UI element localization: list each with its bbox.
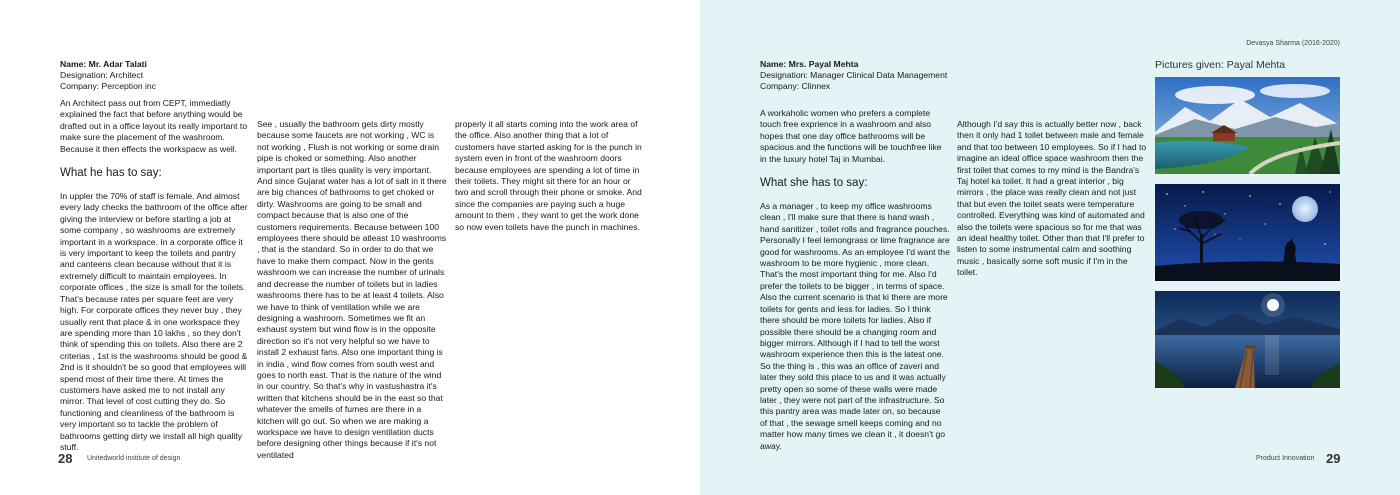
left-intro: An Architect pass out from CEPT, immediatly explained the fact that before anything would be drafted out in a office layout its really important to make sure the placement of the washroom. Because it then effects the workspacw as well. bbox=[60, 98, 248, 154]
left-footer: Unitedworld institute of design bbox=[87, 455, 181, 462]
right-col2-text: Although I'd say this is actually better now , back then it only had 1 toilet between male and female and that too between 10 employees. So if I had to imagine an ideal office space washroom then the first toilet that comes to my mind is the Bandra's Taj hotel ka toilet. It had a great interior , big mirrors , the place was really clean and not just that but even the toilet seats were temperature controlled. Everything was kind of automated and also the toilets were spacious so for me that was an ideal healthy toilet. Other than that I'll prefer to listen to some instrumental calm and soothing music , basically some soft music if I'm in the toilet. bbox=[957, 119, 1147, 278]
right-author: Devasya Sharma (2016-2020) bbox=[1246, 40, 1340, 47]
right-profile-designation: Designation: Manager Clinical Data Management bbox=[760, 70, 948, 80]
left-profile-designation: Designation: Architect bbox=[60, 70, 144, 80]
left-column-3 bbox=[455, 119, 645, 233]
moonlit-lake-pier-photo bbox=[1155, 291, 1340, 388]
left-col3-text: properly it all starts coming into the work area of the office. Also another thing that a lot of customers have started asking for is the punch in system even in front of the washroom doors because employees are spending a lot of time in their toilets. They might sit there for an hour or two and scroll through their phone or smoke. And since the companies are paying such a huge amount to them , they want to get the work done so now even toilets have the punch in machines. bbox=[455, 119, 642, 232]
night-sky-tree-wolf-photo bbox=[1155, 184, 1340, 281]
right-intro: A workaholic women who prefers a complete touch free exprience in a washroom and also hopes that one day office bathrooms will be spacious and the functions will be touchfree like in the luxury hotel Taj in Mumbai. bbox=[760, 108, 942, 164]
pictures-title: Pictures given: Payal Mehta bbox=[1155, 59, 1286, 71]
right-col1-text: As a manager , to keep my office washrooms clean , I'll make sure that there is hand wash , hand sanitizer , toilet rolls and fragrance pouches. Personally I feel lemongrass or lime fragrance are good for washrooms. As an employee I'd want the washroom to be more hygienic , more clean. That's the most important thing for me. Also I'd prefer the toilets to be bigger , in terms of space. Also the current scenario is that ki there are more toilets for gents and less for ladies. So I think there should be more toilets for ladies. Also if possible there should be a changing room and bigger mirrors. Although if I had to tell the worst washroom experience then this is the latest one. So the thing is , this was an office of zaveri and later they sold this place to us and it was actually pretty open so some of these walls were made later , they were not part of the infrastructure. So this pantry area was made later on, so because of that , the sewage smell keeps coming and no matter how many times we clean it , it doesn't go away. bbox=[760, 201, 950, 451]
left-page-number: 28 bbox=[58, 451, 73, 466]
left-column-1 bbox=[60, 98, 250, 453]
left-profile bbox=[60, 59, 240, 92]
right-profile-name: Name: Mrs. Payal Mehta bbox=[760, 59, 859, 69]
right-column-1 bbox=[760, 108, 950, 452]
right-profile bbox=[760, 59, 950, 92]
mountain-lake-chalet-photo bbox=[1155, 77, 1340, 174]
right-column-2 bbox=[957, 119, 1147, 279]
left-column-2 bbox=[257, 119, 447, 461]
right-page-number: 29 bbox=[1326, 451, 1341, 466]
right-heading: What she has to say: bbox=[760, 177, 868, 190]
right-footer: Product Innovation bbox=[1256, 455, 1315, 462]
left-col2-text: See , usually the bathroom gets dirty mostly because some faucets are not working , WC is not working , Flush is not working or some drain pipe is choked or something. Also another important part is tiles quality is very important. And since Gujarat water has a lot of salt in it there are big chances of bathrooms to get choked or dirty. Washrooms are going to be small and compact because that is also one of the customers requirements. Because between 100 employees there should be atleast 10 washrooms , that is the standard. So in order to do that we have to make them compact. Now in the gents washroom we can increase the number of urinals and decrease the number of toilets but in ladies washrooms there has to be at least 4 toilets. Also we have to think of ventilation while we are designing a washroom. Sometimes we fit an exhaust system but wind flow is in the opposite direction so it's not very helpful so we have to install 2 exhaust fans. Also one important thing is in india , wind flow comes from south west and goes to north east. That is the nature of the wind in our country. So that's why in vastushastra it's written that kitchens should be in the east so that whatever the smells of fumes are there in a kitchen will go out. So when we are making a workspace we have to design ventilation ducts before designing other things because if it's not ventilated bbox=[257, 119, 447, 460]
right-profile-company: Company: Clinnex bbox=[760, 81, 831, 91]
left-profile-company: Company: Perception inc bbox=[60, 81, 157, 91]
left-col1-text: In uppler the 70% of staff is female. And almost every lady checks the bathroom of the office after giving the interview or before starting a job at some company , so washrooms are extremely important in a workspace. In a corporate office it is very important to keep the toilets and pantry and canteens clean because without that it is extremely difficult to maintain employees. In corporate offices , the size is small for the toilets. That's because rates per square feet are very high. For corporate offices they never buy , they usually rent that place & in one workspace they are spending more than 10 lakhs , so they don't think of spending this on toilets. Also there are 2 criterias , 1st is the washrooms should be good & 2nd is it shouldn't be so good that employees will spend most of their time there. At times the customers have asked me to not install any mirror. That level of cost cutting they do. So functioning and cleanliness of the bathroom is very important so to tackle the problem of bathrooms getting dirty we install all high quality stuff. bbox=[60, 191, 248, 452]
left-heading: What he has to say: bbox=[60, 167, 162, 180]
left-profile-name: Name: Mr. Adar Talati bbox=[60, 59, 147, 69]
